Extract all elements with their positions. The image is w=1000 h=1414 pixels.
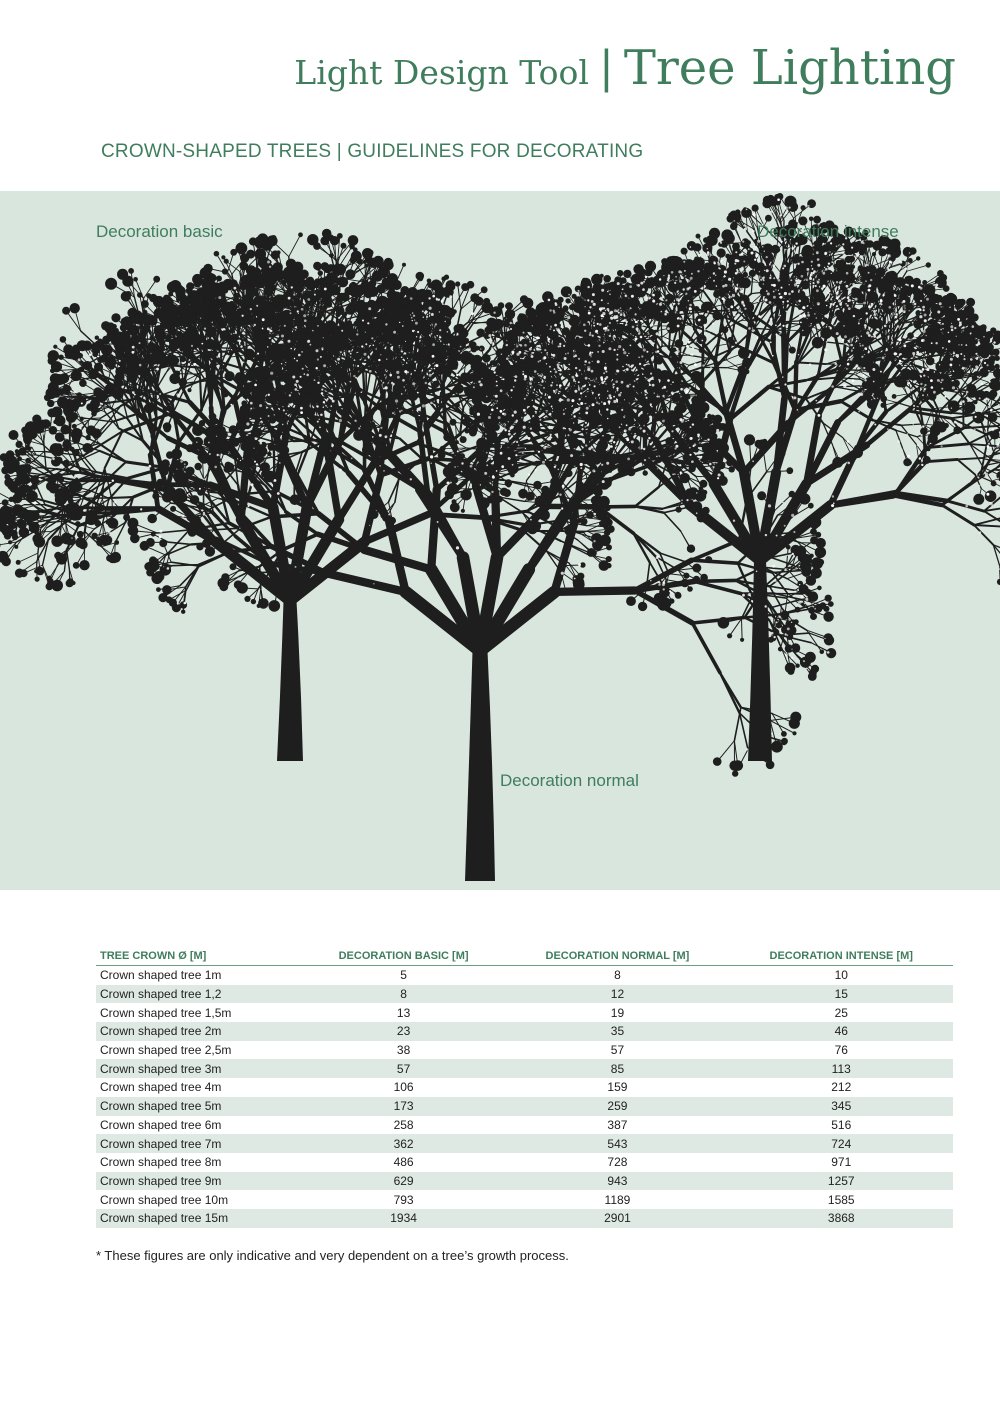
table-cell: 13 <box>396 1005 411 1020</box>
table-cell: 19 <box>610 1005 625 1020</box>
table-cell: 76 <box>834 1043 848 1058</box>
table-row <box>96 1078 953 1097</box>
table-row <box>96 1172 953 1191</box>
table-row <box>96 1003 953 1022</box>
table-cell: Crown shaped tree 4m <box>100 1080 222 1095</box>
table-cell: Crown shaped tree 2m <box>96 1022 302 1041</box>
table-row <box>96 1153 953 1172</box>
table-cell: Crown shaped tree 7m <box>96 1134 302 1153</box>
table-row <box>96 1041 953 1060</box>
table-row <box>96 966 953 985</box>
table-cell: Crown shaped tree 8m <box>100 1155 222 1170</box>
table-header-cell: DECORATION BASIC [M] <box>302 947 506 966</box>
table-cell: 971 <box>831 1155 852 1170</box>
table-cell: Crown shaped tree 1,5m <box>100 1005 232 1020</box>
table-cell: Crown shaped tree 5m <box>96 1097 302 1116</box>
table-row <box>96 1134 953 1153</box>
table-row <box>96 1059 953 1078</box>
table-cell: 724 <box>729 1134 953 1153</box>
table-cell: 1585 <box>827 1192 855 1207</box>
table-cell: Crown shaped tree 10m <box>100 1192 229 1207</box>
header-separator: | <box>598 42 614 93</box>
table-cell: 85 <box>505 1059 729 1078</box>
subtitle-left: CROWN-SHAPED TREES <box>101 141 332 162</box>
table-cell: 543 <box>505 1134 729 1153</box>
footnote: * These figures are only indicative and very dependent on a tree’s growth process. <box>96 1248 569 1263</box>
table-cell: 345 <box>729 1097 953 1116</box>
table-cell: 25 <box>834 1005 848 1020</box>
table-cell: 15 <box>729 985 953 1004</box>
table-cell: 1189 <box>604 1192 631 1207</box>
table-cell: 3868 <box>729 1209 953 1228</box>
tree-illustration-panel <box>0 191 1000 890</box>
tool-name: Light Design Tool <box>294 53 589 92</box>
table-cell: 12 <box>505 985 729 1004</box>
table-cell: 46 <box>729 1022 953 1041</box>
table-cell: Crown shaped tree 1m <box>100 968 222 983</box>
table-cell: 362 <box>302 1134 506 1153</box>
table-cell: 1934 <box>302 1209 506 1228</box>
table-cell: 57 <box>302 1059 506 1078</box>
table-row <box>96 1022 953 1041</box>
label-decoration-intense: Decoration intense <box>757 222 899 241</box>
table-cell: 8 <box>614 968 621 983</box>
table-header-cell: DECORATION INTENSE [M] <box>729 947 953 966</box>
section-subtitle <box>101 141 643 163</box>
table-cell: Crown shaped tree 1,2 <box>96 985 302 1004</box>
table-header-cell: DECORATION NORMAL [M] <box>505 947 729 966</box>
table-cell: 1257 <box>729 1172 953 1191</box>
table-cell: Crown shaped tree 9m <box>96 1172 302 1191</box>
page-title: Tree Lighting <box>623 40 956 96</box>
table-body <box>96 966 953 1228</box>
table-cell: 35 <box>505 1022 729 1041</box>
table-cell: 23 <box>302 1022 506 1041</box>
table-cell: 943 <box>505 1172 729 1191</box>
label-decoration-basic: Decoration basic <box>96 222 223 241</box>
table-row <box>96 1097 953 1116</box>
table-cell: 38 <box>396 1043 411 1058</box>
label-decoration-normal: Decoration normal <box>500 771 639 790</box>
table-cell: 212 <box>831 1080 852 1095</box>
table-cell: Crown shaped tree 15m <box>96 1209 302 1228</box>
table-cell: Crown shaped tree 3m <box>96 1059 302 1078</box>
table-row <box>96 1116 953 1135</box>
table-cell: 793 <box>393 1192 414 1207</box>
table-cell: 259 <box>505 1097 729 1116</box>
page-header <box>294 40 956 96</box>
table-cell: 258 <box>393 1117 414 1132</box>
table-cell: 8 <box>302 985 506 1004</box>
table-header-cell: TREE CROWN Ø [M] <box>96 947 302 966</box>
table-cell: Crown shaped tree 2,5m <box>100 1043 232 1058</box>
table-row <box>96 1209 953 1228</box>
decoration-table <box>96 947 953 1228</box>
table-header-row <box>96 947 953 966</box>
subtitle-right: | GUIDELINES FOR DECORATING <box>336 141 644 162</box>
table-cell: 173 <box>302 1097 506 1116</box>
table-cell: 2901 <box>505 1209 729 1228</box>
table-cell: 516 <box>831 1117 852 1132</box>
table-cell: 486 <box>393 1155 414 1170</box>
table-row <box>96 985 953 1004</box>
table-cell: 5 <box>400 968 407 983</box>
table-cell: 728 <box>607 1155 628 1170</box>
table-cell: 629 <box>302 1172 506 1191</box>
table-cell: 57 <box>610 1043 625 1058</box>
table-row <box>96 1190 953 1209</box>
table-cell: 113 <box>729 1059 953 1078</box>
table-cell: 387 <box>607 1117 628 1132</box>
table-cell: 106 <box>393 1080 414 1095</box>
table-cell: 10 <box>834 968 848 983</box>
table-cell: 159 <box>607 1080 628 1095</box>
table-cell: Crown shaped tree 6m <box>100 1117 222 1132</box>
